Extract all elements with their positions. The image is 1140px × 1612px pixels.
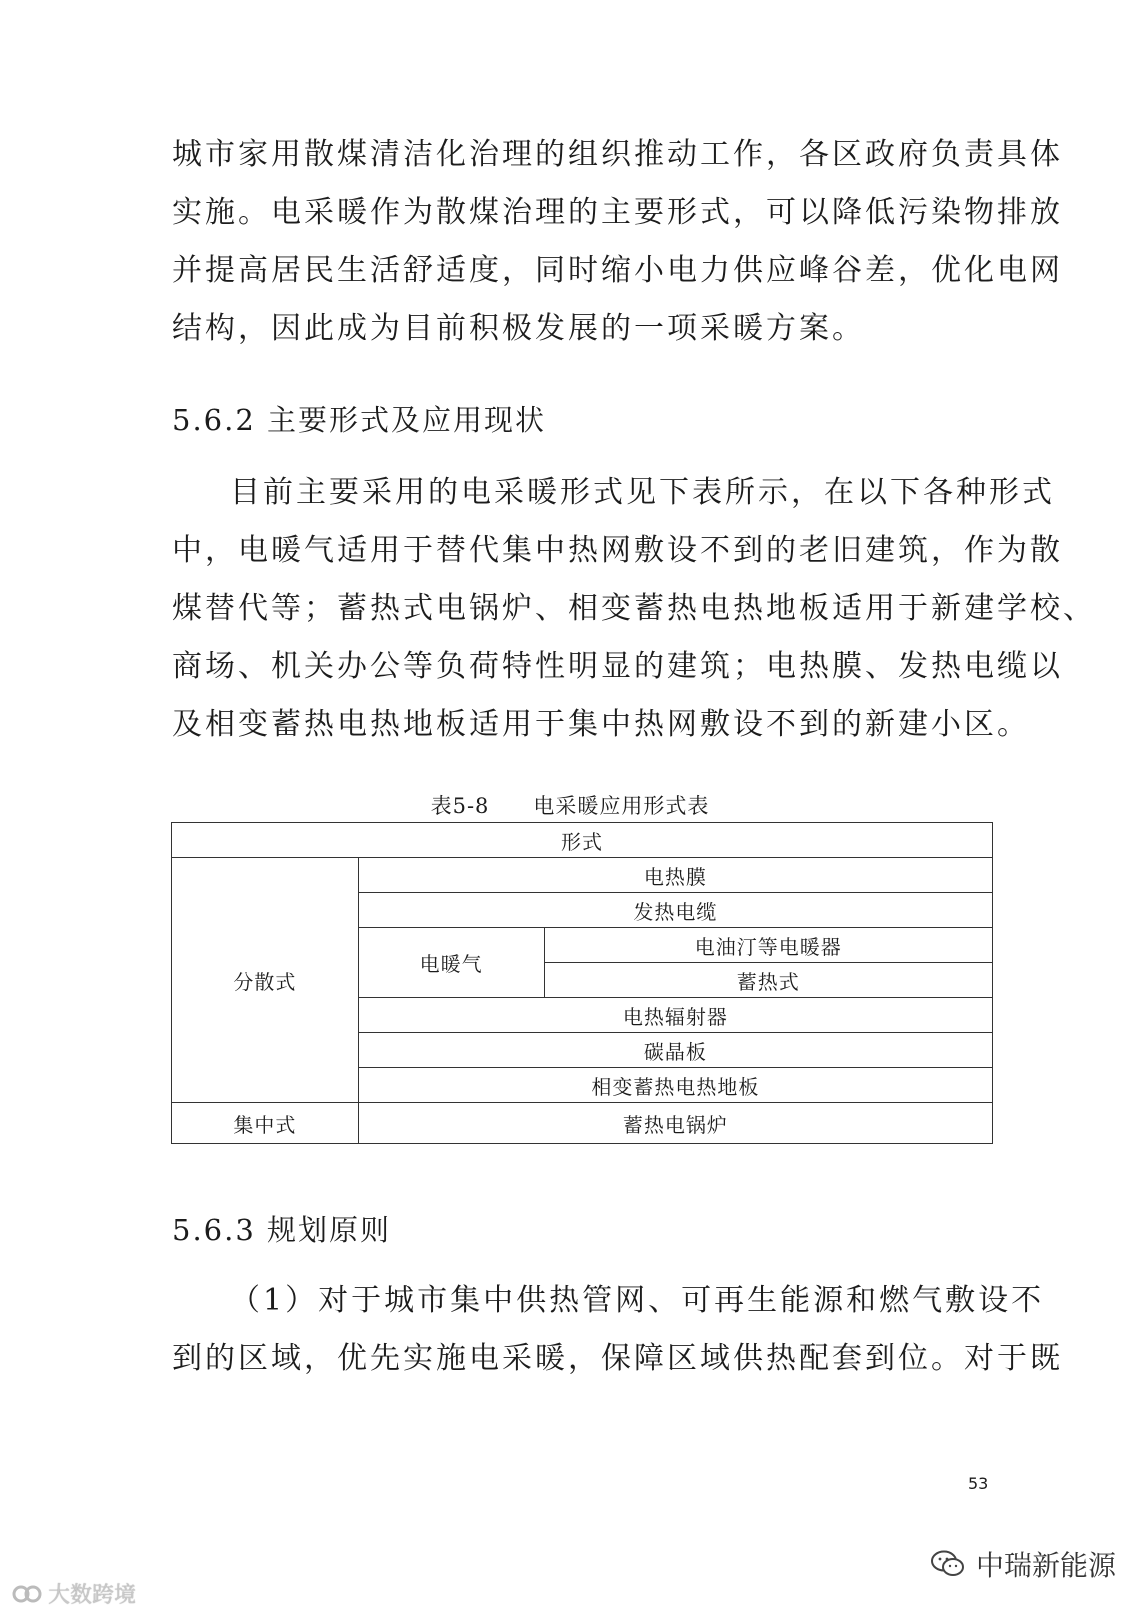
table-cell-radiator: 电热辐射器 (358, 998, 992, 1033)
dispersed-type-cell: 分散式 (172, 858, 359, 1103)
table-cell-phase-change-floor: 相变蓄热电热地板 (358, 1068, 992, 1103)
body-562-line-5: 及相变蓄热电热地板适用于集中热网敷设不到的新建小区。 (172, 707, 1030, 742)
centralized-type-cell: 集中式 (172, 1103, 359, 1144)
body-562-line-1: 目前主要采用的电采暖形式见下表所示，在以下各种形式 (230, 475, 1055, 510)
watermark-left-text: 大数跨境 (48, 1583, 137, 1608)
heating-forms-table (171, 822, 993, 1144)
table-cell-storage-heater: 蓄热式 (544, 963, 992, 998)
watermark-right-text: 中瑞新能源 (976, 1549, 1117, 1582)
section-heading-5-6-3: 5.6.3 规划原则 (172, 1213, 392, 1247)
intro-line-2: 实施。电采暖作为散煤治理的主要形式，可以降低污染物排放 (172, 195, 1063, 230)
body-562-line-4: 商场、机关办公等负荷特性明显的建筑；电热膜、发热电缆以 (172, 649, 1063, 684)
watermark-logo-icon (12, 1581, 42, 1607)
watermark-left (12, 1578, 136, 1609)
intro-line-4: 结构，因此成为目前积极发展的一项采暖方案。 (172, 311, 865, 346)
table-cell-carbon-panel: 碳晶板 (358, 1033, 992, 1068)
intro-line-3: 并提高居民生活舒适度，同时缩小电力供应峰谷差，优化电网 (172, 253, 1063, 288)
body-562-line-2: 中，电暖气适用于替代集中热网敷设不到的老旧建筑，作为散 (172, 533, 1063, 568)
table-cell-oil-heater: 电油汀等电暖器 (544, 928, 992, 963)
body-563-line-1: （1）对于城市集中供热管网、可再生能源和燃气敷设不 (230, 1283, 1045, 1318)
body-562-line-3: 煤替代等；蓄热式电锅炉、相变蓄热电热地板适用于新建学校、 (172, 591, 1096, 626)
section-5-6-2-paragraph (172, 464, 1096, 754)
body-563-line-2: 到的区域，优先实施电采暖，保障区域供热配套到位。对于既 (172, 1341, 1063, 1376)
wechat-icon (930, 1549, 966, 1579)
electric-heater-group-cell: 电暖气 (358, 928, 544, 998)
watermark-right (930, 1544, 1116, 1584)
table-caption-title: 电采暖应用形式表 (533, 794, 710, 818)
table-cell-electric-film: 电热膜 (358, 858, 992, 893)
table-cell-storage-boiler: 蓄热电锅炉 (358, 1103, 992, 1144)
section-heading-5-6-2: 5.6.2 主要形式及应用现状 (172, 403, 547, 437)
table-caption (0, 790, 1140, 820)
section-5-6-3-paragraph (172, 1272, 1063, 1388)
intro-paragraph (172, 126, 1063, 358)
intro-line-1: 城市家用散煤清洁化治理的组织推动工作，各区政府负责具体 (172, 137, 1063, 172)
table-header-cell: 形式 (172, 823, 993, 858)
table-caption-number: 表5-8 (430, 794, 490, 818)
table-cell-heating-cable: 发热电缆 (358, 893, 992, 928)
page-number: 53 (968, 1474, 989, 1493)
